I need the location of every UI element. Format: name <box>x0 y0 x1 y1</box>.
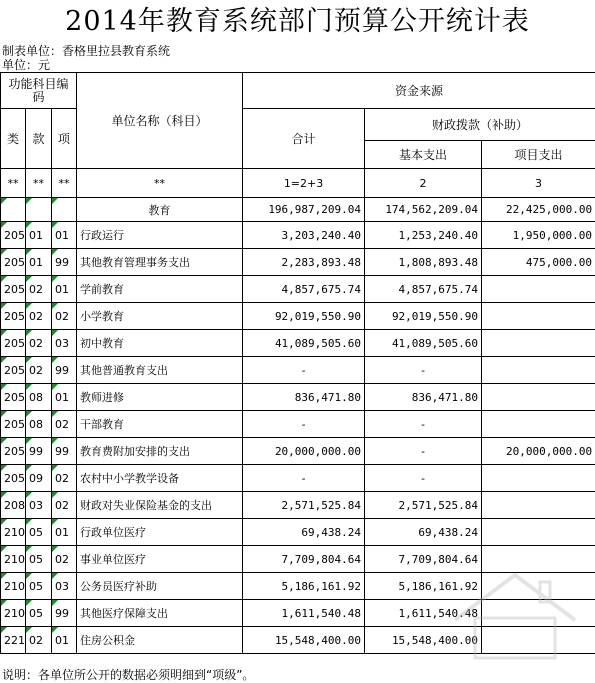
row-name: 农村中小学教学设备 <box>77 465 243 492</box>
row-kuan: 08 <box>26 411 52 438</box>
row-basic: 15,548,400.00 <box>365 627 482 654</box>
row-basic: 1,611,540.48 <box>365 600 482 627</box>
table-row <box>1 573 595 600</box>
row-xiang: 02 <box>52 465 77 492</box>
row-project <box>482 519 595 546</box>
marker-name: ** <box>77 169 243 198</box>
row-name: 其他医疗保障支出 <box>77 600 243 627</box>
marker-xiang: ** <box>52 169 77 198</box>
row-basic: 4,857,675.74 <box>365 276 482 303</box>
row-kuan: 05 <box>26 546 52 573</box>
table-row <box>1 492 595 519</box>
func-code-header: 功能科目编码 <box>1 73 77 109</box>
row-project <box>482 492 595 519</box>
row-project <box>482 303 595 330</box>
table-row <box>1 546 595 573</box>
row-lei: 210 <box>1 600 26 627</box>
row-name: 初中教育 <box>77 330 243 357</box>
row-total: 92,019,550.90 <box>243 303 365 330</box>
row-total: 41,089,505.60 <box>243 330 365 357</box>
row-xiang: 01 <box>52 627 77 654</box>
project-header: 项目支出 <box>482 141 595 169</box>
row-total: 69,438.24 <box>243 519 365 546</box>
unit-name-header: 单位名称（科目） <box>77 73 243 169</box>
row-basic: 92,019,550.90 <box>365 303 482 330</box>
row-basic: - <box>365 411 482 438</box>
marker-total: 1=2+3 <box>243 169 365 198</box>
row-lei: 205 <box>1 357 26 384</box>
table-row <box>1 357 595 384</box>
row-name: 教育费附加安排的支出 <box>77 438 243 465</box>
row-lei: 221 <box>1 627 26 654</box>
row-xiang: 01 <box>52 276 77 303</box>
row-total: 4,857,675.74 <box>243 276 365 303</box>
row-project <box>482 330 595 357</box>
row-basic: 2,571,525.84 <box>365 492 482 519</box>
row-total: 2,283,893.48 <box>243 249 365 276</box>
row-kuan: 02 <box>26 303 52 330</box>
row-total: - <box>243 465 365 492</box>
row-xiang: 01 <box>52 384 77 411</box>
row-kuan: 08 <box>26 384 52 411</box>
row-project <box>482 465 595 492</box>
table-row <box>1 276 595 303</box>
row-kuan: 02 <box>26 276 52 303</box>
row-lei: 205 <box>1 438 26 465</box>
summary-total: 196,987,209.04 <box>243 198 365 222</box>
basic-header: 基本支出 <box>365 141 482 169</box>
row-lei: 205 <box>1 384 26 411</box>
row-name: 财政对失业保险基金的支出 <box>77 492 243 519</box>
summary-kuan <box>26 198 52 222</box>
row-lei: 208 <box>1 492 26 519</box>
row-basic: 7,709,804.64 <box>365 546 482 573</box>
row-lei: 210 <box>1 573 26 600</box>
kuan-header: 款 <box>26 109 52 169</box>
row-kuan: 05 <box>26 573 52 600</box>
row-total: 3,203,240.40 <box>243 222 365 249</box>
row-kuan: 01 <box>26 222 52 249</box>
fiscal-header: 财政拨款（补助） <box>365 109 595 141</box>
summary-project: 22,425,000.00 <box>482 198 595 222</box>
table-row <box>1 330 595 357</box>
row-xiang: 99 <box>52 438 77 465</box>
row-project <box>482 573 595 600</box>
row-basic: 41,089,505.60 <box>365 330 482 357</box>
row-project <box>482 357 595 384</box>
table-row <box>1 627 595 654</box>
row-kuan: 02 <box>26 357 52 384</box>
row-name: 教师进修 <box>77 384 243 411</box>
row-lei: 210 <box>1 519 26 546</box>
row-total: - <box>243 357 365 384</box>
row-basic: - <box>365 357 482 384</box>
summary-lei <box>1 198 26 222</box>
row-kuan: 02 <box>26 330 52 357</box>
summary-name: 教育 <box>77 198 243 222</box>
row-lei: 210 <box>1 546 26 573</box>
total-header: 合计 <box>243 109 365 169</box>
summary-basic: 174,562,209.04 <box>365 198 482 222</box>
row-name: 小学教育 <box>77 303 243 330</box>
footnote: 说明：各单位所公开的数据必须明细到“项级”。 <box>2 668 255 682</box>
table-row <box>1 411 595 438</box>
row-lei: 205 <box>1 249 26 276</box>
row-lei: 205 <box>1 222 26 249</box>
row-total: - <box>243 411 365 438</box>
row-kuan: 05 <box>26 600 52 627</box>
page-title: 2014年教育系统部门预算公开统计表 <box>65 6 530 37</box>
row-lei: 205 <box>1 411 26 438</box>
row-basic: 5,186,161.92 <box>365 573 482 600</box>
row-basic: - <box>365 438 482 465</box>
row-total: 15,548,400.00 <box>243 627 365 654</box>
row-project <box>482 276 595 303</box>
row-xiang: 99 <box>52 357 77 384</box>
row-xiang: 03 <box>52 330 77 357</box>
xiang-header: 项 <box>52 109 77 169</box>
row-name: 事业单位医疗 <box>77 546 243 573</box>
budget-table <box>0 72 595 654</box>
fund-source-header: 资金来源 <box>243 73 595 109</box>
table-row <box>1 438 595 465</box>
row-kuan: 99 <box>26 438 52 465</box>
row-project: 1,950,000.00 <box>482 222 595 249</box>
summary-xiang <box>52 198 77 222</box>
table-row <box>1 384 595 411</box>
row-total: 836,471.80 <box>243 384 365 411</box>
table-row <box>1 249 595 276</box>
row-name: 其他普通教育支出 <box>77 357 243 384</box>
row-total: 2,571,525.84 <box>243 492 365 519</box>
table-row <box>1 465 595 492</box>
row-lei: 205 <box>1 465 26 492</box>
row-project <box>482 411 595 438</box>
row-project <box>482 600 595 627</box>
marker-basic: 2 <box>365 169 482 198</box>
row-project <box>482 384 595 411</box>
row-kuan: 05 <box>26 519 52 546</box>
row-basic: 836,471.80 <box>365 384 482 411</box>
row-project: 475,000.00 <box>482 249 595 276</box>
unit-label: 单位：元 <box>2 58 51 72</box>
row-xiang: 99 <box>52 600 77 627</box>
row-basic: 1,808,893.48 <box>365 249 482 276</box>
row-project: 20,000,000.00 <box>482 438 595 465</box>
row-lei: 205 <box>1 276 26 303</box>
row-xiang: 99 <box>52 249 77 276</box>
row-xiang: 01 <box>52 222 77 249</box>
org-label: 制表单位：香格里拉县教育系统 <box>2 44 171 58</box>
row-total: 5,186,161.92 <box>243 573 365 600</box>
row-basic: 1,253,240.40 <box>365 222 482 249</box>
row-name: 行政单位医疗 <box>77 519 243 546</box>
row-xiang: 03 <box>52 573 77 600</box>
row-kuan: 02 <box>26 627 52 654</box>
row-name: 住房公积金 <box>77 627 243 654</box>
row-total: 20,000,000.00 <box>243 438 365 465</box>
table-row <box>1 303 595 330</box>
row-kuan: 09 <box>26 465 52 492</box>
marker-kuan: ** <box>26 169 52 198</box>
row-project <box>482 546 595 573</box>
row-name: 公务员医疗补助 <box>77 573 243 600</box>
marker-project: 3 <box>482 169 595 198</box>
row-basic: - <box>365 465 482 492</box>
table-row <box>1 222 595 249</box>
lei-header: 类 <box>1 109 26 169</box>
row-xiang: 01 <box>52 519 77 546</box>
row-lei: 205 <box>1 303 26 330</box>
table-row <box>1 519 595 546</box>
row-name: 其他教育管理事务支出 <box>77 249 243 276</box>
row-xiang: 02 <box>52 303 77 330</box>
row-xiang: 02 <box>52 411 77 438</box>
marker-lei: ** <box>1 169 26 198</box>
row-total: 7,709,804.64 <box>243 546 365 573</box>
table-row <box>1 600 595 627</box>
row-xiang: 02 <box>52 492 77 519</box>
row-name: 学前教育 <box>77 276 243 303</box>
row-project <box>482 627 595 654</box>
row-name: 行政运行 <box>77 222 243 249</box>
row-total: 1,611,540.48 <box>243 600 365 627</box>
row-lei: 205 <box>1 330 26 357</box>
row-kuan: 01 <box>26 249 52 276</box>
row-xiang: 02 <box>52 546 77 573</box>
row-basic: 69,438.24 <box>365 519 482 546</box>
row-name: 干部教育 <box>77 411 243 438</box>
row-kuan: 03 <box>26 492 52 519</box>
